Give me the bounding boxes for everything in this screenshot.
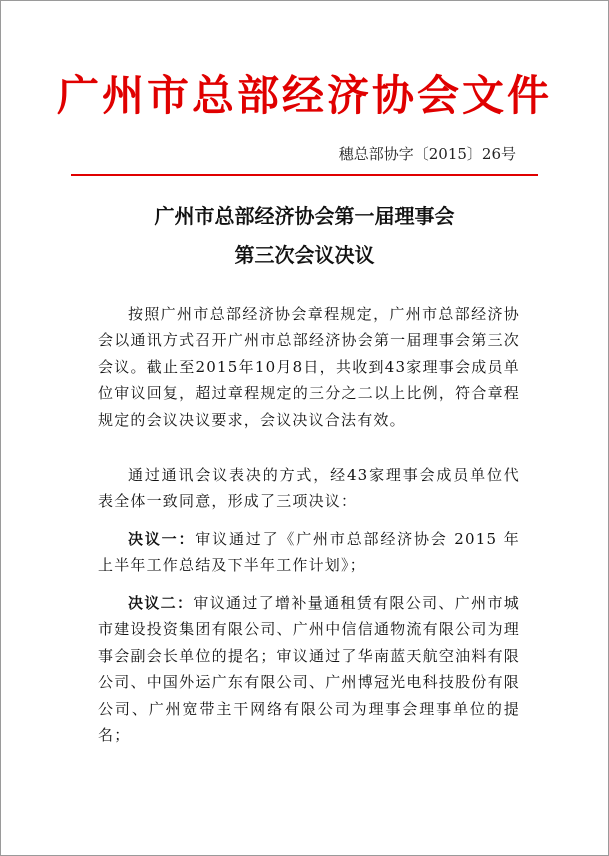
resolution-one-label: 决议一： xyxy=(128,530,196,548)
resolution-two xyxy=(98,590,520,748)
intro-paragraph: 按照广州市总部经济协会章程规定，广州市总部经济协会以通讯方式召开广州市总部经济协会第一届理事会第三次会议。截止至2015年10月8日，共收到43家理事会成员单位审议回复，超过章程规定的三分之二以上比例，符合章程规定的会议决议要求，会议决议合法有效。 xyxy=(98,305,520,429)
resolution-one xyxy=(98,526,520,579)
resolution-one-text: 审议通过了《广州市总部经济协会 2015 年上半年工作总结及下半年工作计划》； xyxy=(98,530,520,575)
document-red-header: 广州市总部经济协会文件 xyxy=(56,71,552,120)
resolution-two-label: 决议二： xyxy=(128,594,194,612)
red-divider-line xyxy=(71,174,538,176)
document-title-line2: 第三次会议决议 xyxy=(234,243,375,267)
document-title-line1: 广州市总部经济协会第一届理事会 xyxy=(154,204,455,228)
summary-paragraph: 通过通讯会议表决的方式，经43家理事会成员单位代表全体一致同意，形成了三项决议： xyxy=(98,466,520,511)
resolution-two-text: 审议通过了增补量通租赁有限公司、广州市城市建设投资集团有限公司、广州中信信通物流有限公司为理事会副会长单位的提名；审议通过了华南蓝天航空油料有限公司、中国外运广东有限公司、广州博冠光电科技股份有限公司、广州宽带主干网络有限公司为理事会理事单位的提名； xyxy=(98,594,520,745)
document-number: 穗总部协字〔2015〕26号 xyxy=(338,145,516,163)
